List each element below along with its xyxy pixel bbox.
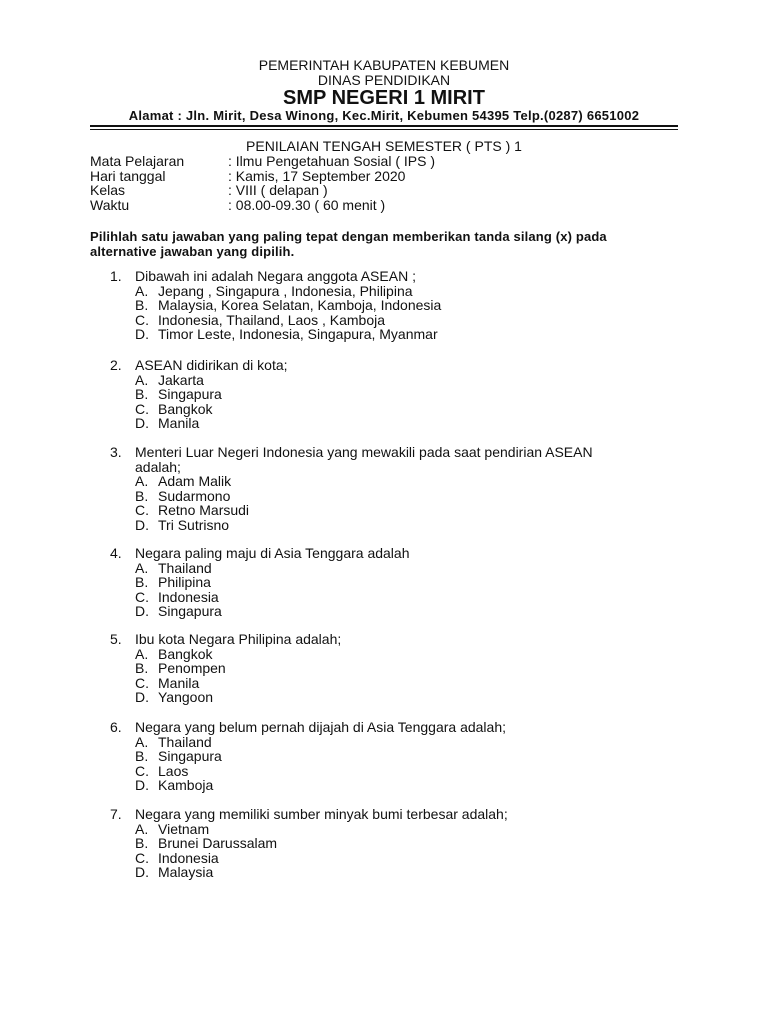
answer-option xyxy=(110,503,650,518)
answer-option xyxy=(110,590,650,605)
option-text: Indonesia xyxy=(158,849,219,866)
question-7 xyxy=(110,807,650,880)
question-stem xyxy=(110,807,650,822)
question-text-continued xyxy=(110,460,650,475)
question-6 xyxy=(110,720,650,793)
option-text: Brunei Darussalam xyxy=(158,835,278,851)
answer-option xyxy=(110,690,650,705)
header-address: Alamat : Jln. Mirit, Desa Winong, Kec.Mirit, Kebumen 54395 Telp.(0287) 6651002 xyxy=(128,108,640,123)
option-letter: C. xyxy=(135,400,149,417)
option-text: Thailand xyxy=(158,733,212,750)
option-text: Adam Malik xyxy=(158,473,232,489)
option-text: Thailand xyxy=(158,559,212,576)
option-text: Singapura xyxy=(158,386,222,402)
question-text: ASEAN didirikan di kota; xyxy=(135,357,288,373)
instructions xyxy=(90,229,690,259)
answer-option xyxy=(110,327,650,342)
header-rule-thin xyxy=(90,129,678,130)
option-letter: A. xyxy=(135,371,149,388)
meta-label: Hari tanggal xyxy=(90,167,166,184)
option-text: Malaysia, Korea Selatan, Kamboja, Indonesia xyxy=(158,297,442,313)
instruction-line: alternative jawaban yang dipilih. xyxy=(90,244,295,259)
option-letter: C. xyxy=(135,762,149,779)
question-number: 7. xyxy=(110,806,122,822)
meta-value: : 08.00-09.30 ( 60 menit ) xyxy=(228,196,386,213)
option-letter: B. xyxy=(135,297,149,313)
answer-option xyxy=(110,778,650,793)
answer-option xyxy=(110,661,650,676)
question-text: Dibawah ini adalah Negara anggota ASEAN ; xyxy=(135,268,416,284)
option-text: Laos xyxy=(158,762,189,779)
option-letter: B. xyxy=(135,386,149,402)
option-text: Singapura xyxy=(158,603,222,619)
option-text: Retno Marsudi xyxy=(158,502,250,518)
answer-option xyxy=(110,373,650,388)
header-government: PEMERINTAH KABUPATEN KEBUMEN xyxy=(258,57,510,73)
header-school-name: SMP NEGERI 1 MIRIT xyxy=(283,87,485,109)
option-letter: C. xyxy=(135,311,149,328)
answer-option xyxy=(110,836,650,851)
option-text: Sudarmono xyxy=(158,487,231,504)
answer-option xyxy=(110,647,650,662)
option-letter: D. xyxy=(135,326,149,342)
header-rule-thick xyxy=(90,125,678,127)
option-letter: B. xyxy=(135,835,149,851)
answer-option xyxy=(110,764,650,779)
meta-label: Kelas xyxy=(90,182,126,198)
question-3 xyxy=(110,445,650,532)
question-number: 5. xyxy=(110,631,122,647)
answer-option xyxy=(110,749,650,764)
question-number: 6. xyxy=(110,719,122,735)
question-text: Negara paling maju di Asia Tenggara adalah xyxy=(135,545,410,561)
answer-option xyxy=(110,604,650,619)
option-letter: D. xyxy=(135,777,149,793)
meta-row-subject xyxy=(90,154,435,169)
answer-option xyxy=(110,313,650,328)
option-letter: C. xyxy=(135,588,149,605)
question-text: Negara yang belum pernah dijajah di Asia Tenggara adalah; xyxy=(135,719,507,735)
option-text: Manila xyxy=(158,415,200,431)
option-text: Jepang , Singapura , Indonesia, Philipina xyxy=(158,282,413,299)
question-number: 1. xyxy=(110,268,122,284)
question-4 xyxy=(110,546,650,619)
question-stem xyxy=(110,358,650,373)
meta-row-date xyxy=(90,169,435,184)
instruction-line: Pilihlah satu jawaban yang paling tepat dengan memberikan tanda silang (x) pada xyxy=(90,229,607,244)
answer-option xyxy=(110,561,650,576)
answer-option xyxy=(110,387,650,402)
meta-value: : VIII ( delapan ) xyxy=(228,182,328,198)
question-text: Menteri Luar Negeri Indonesia yang mewakili pada saat pendirian ASEAN xyxy=(135,444,593,460)
answer-option xyxy=(110,822,650,837)
option-letter: A. xyxy=(135,559,149,576)
option-letter: A. xyxy=(135,473,149,489)
answer-option xyxy=(110,518,650,533)
option-letter: D. xyxy=(135,603,149,619)
option-letter: D. xyxy=(135,689,149,705)
option-letter: A. xyxy=(135,733,149,750)
option-letter: C. xyxy=(135,849,149,866)
header-department: DINAS PENDIDIKAN xyxy=(317,72,451,88)
option-text: Penompen xyxy=(158,660,226,676)
question-number: 4. xyxy=(110,545,122,561)
answer-option xyxy=(110,402,650,417)
option-text: Yangoon xyxy=(158,689,214,705)
question-5 xyxy=(110,632,650,705)
option-text: Bangkok xyxy=(158,400,213,417)
option-letter: A. xyxy=(135,645,149,662)
question-stem xyxy=(110,445,650,460)
exam-meta xyxy=(90,154,435,212)
question-1 xyxy=(110,269,650,342)
exam-title: PENILAIAN TENGAH SEMESTER ( PTS ) 1 xyxy=(246,138,522,154)
option-letter: A. xyxy=(135,282,149,299)
option-text: Manila xyxy=(158,674,200,691)
answer-option xyxy=(110,676,650,691)
option-letter: B. xyxy=(135,660,149,676)
question-text: Ibu kota Negara Philipina adalah; xyxy=(135,631,342,647)
answer-option xyxy=(110,735,650,750)
question-text: Negara yang memiliki sumber minyak bumi terbesar adalah; xyxy=(135,806,508,822)
option-text: Indonesia, Thailand, Laos , Kamboja xyxy=(158,311,386,328)
option-text: Timor Leste, Indonesia, Singapura, Myanmar xyxy=(158,326,438,342)
option-letter: A. xyxy=(135,820,149,837)
meta-label: Mata Pelajaran xyxy=(90,153,185,169)
option-letter: B. xyxy=(135,748,149,764)
meta-value: : Kamis, 17 September 2020 xyxy=(228,167,406,184)
option-letter: D. xyxy=(135,864,149,880)
option-letter: D. xyxy=(135,516,149,533)
option-letter: C. xyxy=(135,674,149,691)
meta-row-time xyxy=(90,198,435,213)
option-text: Indonesia xyxy=(158,588,219,605)
option-text: Kamboja xyxy=(158,777,214,793)
option-letter: B. xyxy=(135,487,149,504)
answer-option xyxy=(110,284,650,299)
answer-option xyxy=(110,474,650,489)
question-stem xyxy=(110,546,650,561)
meta-value: : Ilmu Pengetahuan Sosial ( IPS ) xyxy=(228,153,435,169)
option-text: Malaysia xyxy=(158,864,214,880)
question-stem xyxy=(110,720,650,735)
question-stem xyxy=(110,632,650,647)
option-text: Philipina xyxy=(158,574,211,590)
option-text: Vietnam xyxy=(158,820,210,837)
meta-label: Waktu xyxy=(90,196,130,213)
question-2 xyxy=(110,358,650,431)
answer-option xyxy=(110,865,650,880)
option-text: Jakarta xyxy=(158,371,204,388)
option-letter: B. xyxy=(135,574,149,590)
option-letter: C. xyxy=(135,502,149,518)
question-number: 3. xyxy=(110,444,122,460)
answer-option xyxy=(110,416,650,431)
option-text: Bangkok xyxy=(158,645,213,662)
answer-option xyxy=(110,575,650,590)
question-stem xyxy=(110,269,650,284)
option-letter: D. xyxy=(135,415,149,431)
answer-option xyxy=(110,298,650,313)
answer-option xyxy=(110,489,650,504)
answer-option xyxy=(110,851,650,866)
question-number: 2. xyxy=(110,357,122,373)
meta-row-class xyxy=(90,183,435,198)
option-text: Tri Sutrisno xyxy=(158,516,230,533)
question-text-line2: adalah; xyxy=(135,458,181,475)
option-text: Singapura xyxy=(158,748,222,764)
